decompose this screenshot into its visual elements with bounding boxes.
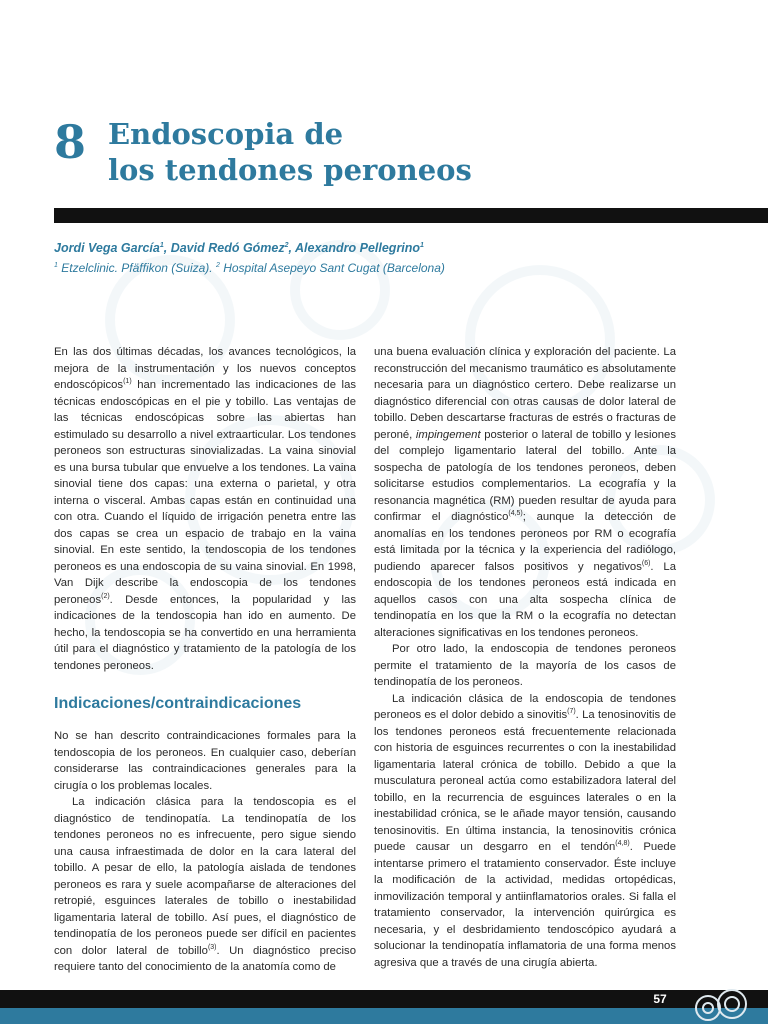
body-paragraph — [54, 794, 356, 976]
citation-ref: (7) — [567, 708, 576, 716]
affiliation-ref: 2 — [215, 262, 220, 269]
author-name: Jordi Vega García — [54, 241, 160, 255]
body-paragraph — [374, 691, 676, 972]
body-paragraph — [374, 344, 676, 641]
citation-ref: (1) — [123, 378, 132, 386]
body-paragraph — [54, 344, 356, 674]
author-name: Alexandro Pellegrino — [295, 241, 421, 255]
author-name: David Redó Gómez — [170, 241, 285, 255]
page-number: 57 — [653, 992, 667, 1006]
body-column-right — [374, 344, 676, 971]
authors-line — [54, 240, 714, 256]
body-text: . Puede intentarse primero el tratamiento conservador. Éste incluye la modificación de la actividad, medidas ortopédicas, inmovilización temporal y antiinflamatorios orales. Si falla el tratamiento conservador, la intervención quirúrgica es necesaria, y el desbridamiento tendoscópico ayudará a solucionar la tendinopatía inflamatoria de una forma menos agresiva que a través de una cirugía abierta. — [374, 841, 676, 969]
body-text: han incrementado las indicaciones de las técnicas endoscópicas en el pie y tobillo. Las ventajas de las técnicas endoscópicas sobre las abiertas han estimulado su desarrollo a nivel extraarticular. Los tendones peroneos son estructuras sinovializadas. La vaina sinovial es una bursa tubular que envuelve a los tendones. La vaina sinovial tiene dos capas: una externa o parietal, y otra interna o visceral. Ambas capas están en continuidad una con otra. Cuando el líquido de irrigación penetra entre las dos capas se crea un espacio de trabajo en la vaina sinovial. En este sentido, la tendoscopia de los tendones peroneos es una endoscopia de su vaina sinovial. En 1998, Van Dijk describe la endoscopia de los tendones peroneos — [54, 379, 356, 606]
chapter-title — [108, 116, 668, 188]
chapter-number: 8 — [54, 115, 87, 169]
body-text: . La tenosinovitis de los tendones peroneos está frecuentemente relacionada con historia de esguinces recurrentes o con la inestabilidad ligamentaria lateral crónica de tobillo. Debido a que la musculatura peroneal actúa como estabilizadora lateral del tobillo, en la recurrencia de esguinces laterales o en la inestabilidad crónica, se le añade mayor tensión, causando tenosinovitis. En última instancia, la tenosinovitis crónica puede causar un desgarro en el tendón — [374, 709, 676, 853]
body-text: . La endoscopia de los tendones peroneos está indicada en aquellos casos con una alta sospecha clínica de tendinopatía en los que la RM o la ecografía no detectan alteraciones significativas en los tendones peroneos. — [374, 560, 676, 639]
body-text: posterior o lateral de tobillo y lesiones del complejo ligamentario lateral del tobillo. Ante la sospecha de patología de los tendones peroneos, deben solicitarse estudios complementarios. La ecografía y la resonancia magnética (RM) pueden resultar de ayuda para confirmar el diagnóstico — [374, 428, 676, 523]
body-text: . Un diagnóstico preciso requiere tanto del conocimiento de la anatomía como de — [54, 944, 356, 973]
body-text-italic: impingement — [415, 428, 481, 441]
affiliations-line — [54, 260, 714, 276]
body-text: En las dos últimas décadas, los avances tecnológicos, la mejora de la instrumentación y los nuevos conceptos endoscópicos — [54, 346, 356, 391]
body-paragraph: Por otro lado, la endoscopia de tendones peroneos permite el tratamiento de la mayoría de los casos de tendinopatía de los peroneos. — [374, 643, 676, 688]
body-text: ; aunque la detección de anomalías en los tendones peroneos por RM o ecografía está limitada por la técnica y la experiencia del radiólogo, pudiendo aparecer falsos positivos y negativos — [374, 511, 676, 573]
chapter-title-line-1: Endoscopia de — [108, 117, 344, 151]
author-affiliation-ref: 1 — [420, 241, 424, 249]
affiliation-text: Etzelclinic. Pfäffikon (Suiza). — [57, 261, 216, 275]
citation-ref: (4,8) — [615, 840, 630, 848]
ornament-icon — [690, 986, 754, 1024]
citation-ref: (4,5) — [508, 510, 523, 518]
chapter-title-line-2: los tendones peroneos — [108, 153, 472, 187]
body-text: una buena evaluación clínica y exploración del paciente. La reconstrucción del mecanismo traumático es absolutamente necesaria para un diagnóstico certero. Debe realizarse un diagnóstico diferencial con otras causas de dolor lateral de tobillo. Deben descartarse fracturas de estrés o fracturas de peroné, — [374, 346, 676, 441]
body-text: . Desde entonces, la popularidad y las indicaciones de la tendoscopia han ido en aumento. De hecho, la tendoscopia se ha convertido en una herramienta útil para el diagnóstico y tratamiento de la patología de los tendones peroneos. — [54, 593, 356, 672]
body-paragraph: No se han descrito contraindicaciones formales para la tendoscopia de los peroneos. En cualquier caso, deberían considerarse las contraindicaciones generales para la cirugía o los problemas locales. — [54, 730, 356, 792]
citation-ref: (2) — [101, 592, 110, 600]
author-affiliation-ref: 2 — [284, 241, 289, 249]
affiliation-ref: 1 — [54, 262, 58, 269]
author-separator: , — [163, 241, 171, 255]
section-heading: Indicaciones/contraindicaciones — [54, 695, 302, 712]
body-text: La indicación clásica para la tendoscopia es el diagnóstico de tendinopatía. La tendinopatía de los tendones peroneos no es infrecuente, pero sigue siendo una causa infraestimada de dolor en la cara lateral del tobillo. A pesar de ello, la patología aislada de tendones peroneos es rara y suele acompañarse de alteraciones del retropié, esguinces laterales de tobillo o inestabilidad ligamentaria lateral de tobillo. Así pues, el diagnóstico de tendinopatía de los peroneos puede ser difícil en pacientes con dolor lateral de tobillo — [54, 796, 356, 957]
footer-band — [0, 1008, 768, 1024]
title-rule — [54, 208, 768, 223]
citation-ref: (6) — [641, 559, 651, 567]
body-column-left — [54, 344, 356, 976]
body-text: La indicación clásica de la endoscopia de tendones peroneos es el dolor debido a sinovitis — [374, 692, 676, 721]
author-separator: , — [288, 241, 296, 255]
author-affiliation-ref: 1 — [159, 241, 164, 249]
citation-ref: (3) — [207, 943, 217, 951]
affiliation-text: Hospital Asepeyo Sant Cugat (Barcelona) — [219, 261, 445, 275]
